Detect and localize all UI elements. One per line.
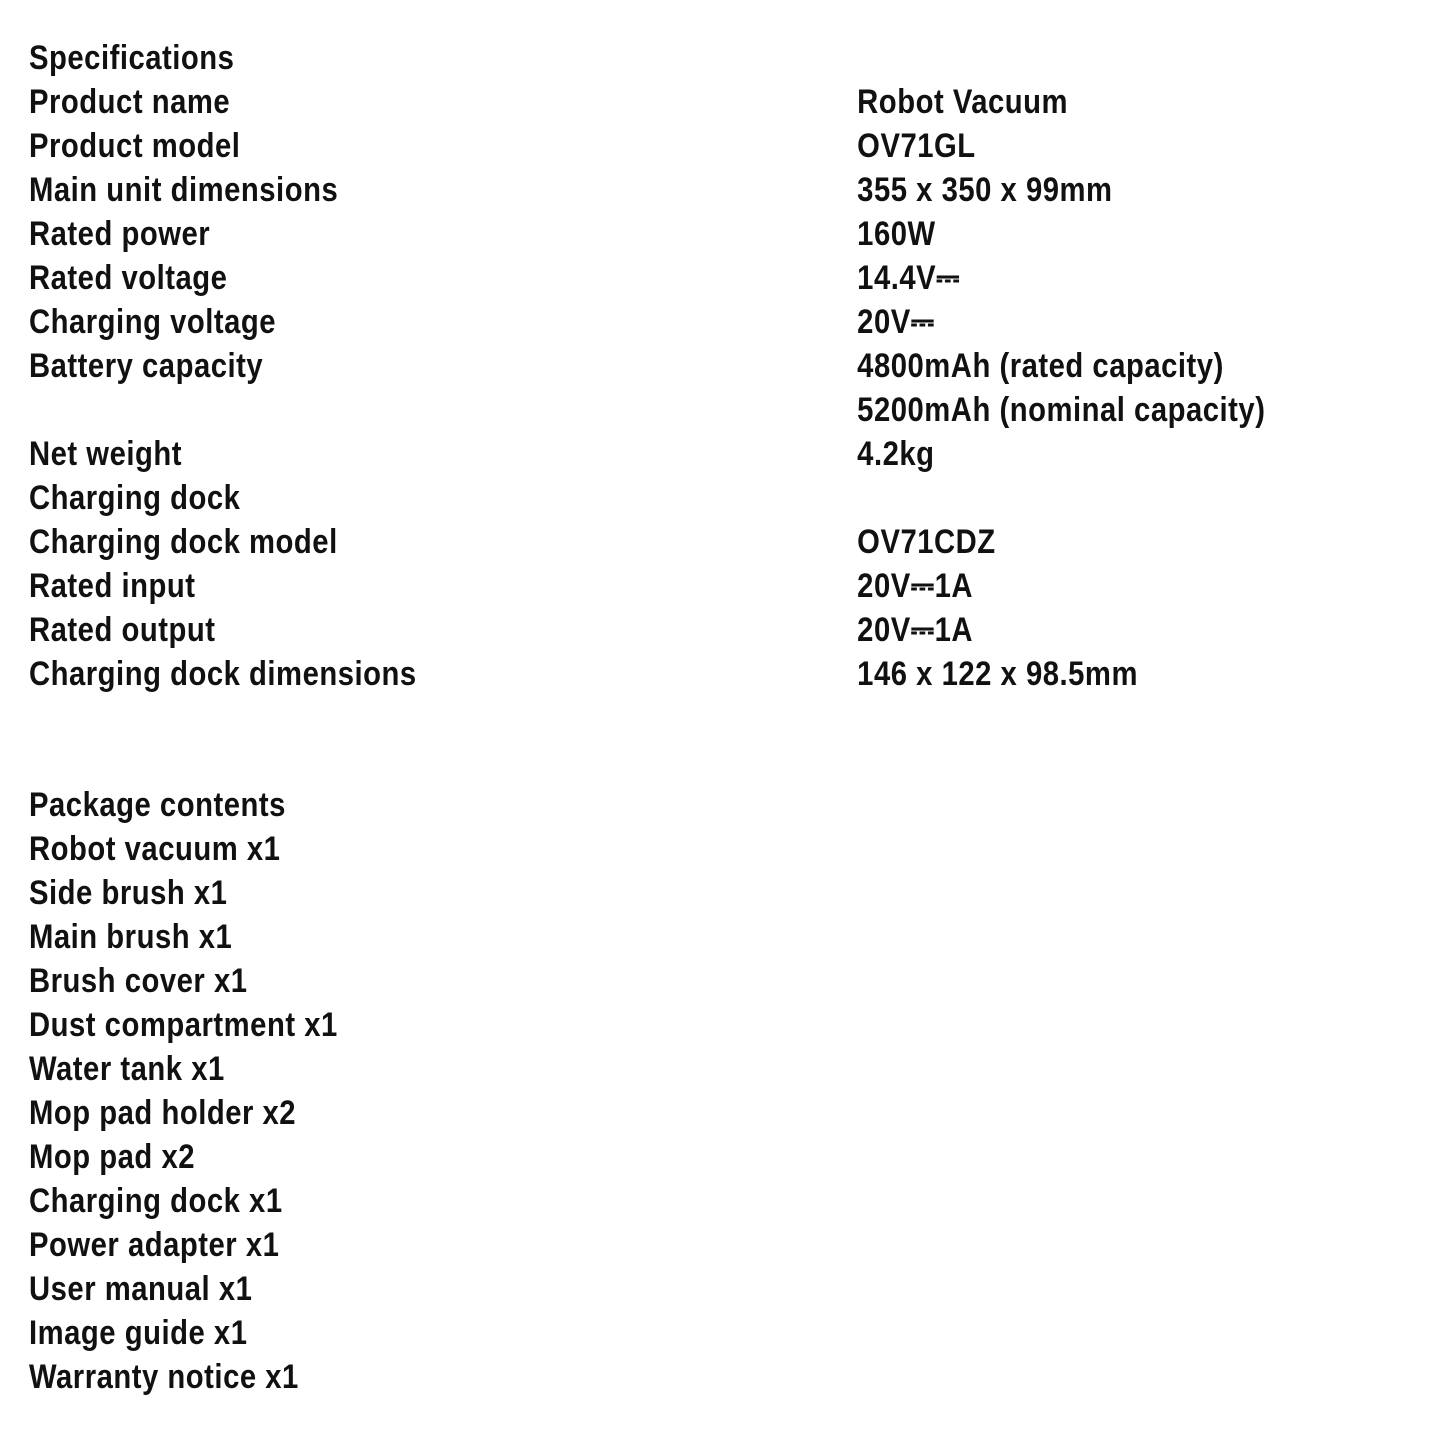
list-item: Image guide x1	[29, 1314, 248, 1352]
list-item: Robot vacuum x1	[29, 830, 281, 868]
list-item: Water tank x1	[29, 1050, 225, 1088]
spec-row-charging-voltage	[29, 300, 1216, 344]
spec-label: Rated power	[29, 215, 211, 253]
spec-label: Charging dock dimensions	[29, 655, 417, 693]
spec-label: Rated output	[29, 611, 216, 649]
spec-label: Rated input	[29, 567, 196, 605]
spec-row-battery-capacity-nominal	[29, 388, 1266, 432]
spec-value: 4800mAh (rated capacity)	[857, 347, 1224, 385]
spec-value: 20V⎓1A	[857, 567, 974, 605]
spec-value: Robot Vacuum	[857, 83, 1069, 121]
spec-row-rated-input	[29, 564, 1216, 608]
spec-row-rated-voltage	[29, 256, 1216, 300]
section-divider-space	[29, 696, 1216, 783]
spec-row-charging-dock-dimensions	[29, 652, 1216, 696]
spec-value: OV71GL	[857, 127, 976, 165]
spec-value: 4.2kg	[857, 435, 935, 473]
specifications-heading: Specifications	[29, 39, 235, 77]
list-item: Charging dock x1	[29, 1182, 283, 1220]
spec-row-net-weight	[29, 432, 1216, 476]
spec-row-rated-power	[29, 212, 1216, 256]
spec-label: Battery capacity	[29, 347, 264, 385]
spec-value: 355 x 350 x 99mm	[857, 171, 1113, 209]
list-item: Brush cover x1	[29, 962, 248, 1000]
specifications-heading-row	[29, 36, 1216, 80]
list-item: Dust compartment x1	[29, 1006, 338, 1044]
spec-label: Charging dock	[29, 479, 241, 517]
list-item: Mop pad x2	[29, 1138, 196, 1176]
spec-row-charging-dock-model	[29, 520, 1216, 564]
spec-value: 14.4V⎓	[857, 259, 961, 297]
document	[29, 36, 1266, 1399]
specifications-section	[29, 36, 1266, 696]
list-item: Mop pad holder x2	[29, 1094, 297, 1132]
package-contents-heading: Package contents	[29, 786, 286, 824]
list-item: Side brush x1	[29, 874, 228, 912]
spec-row-product-name	[29, 80, 1216, 124]
spec-row-rated-output	[29, 608, 1216, 652]
spec-row-charging-dock	[29, 476, 1216, 520]
spec-label: Product model	[29, 127, 241, 165]
spec-value: OV71CDZ	[857, 523, 996, 561]
spec-label: Product name	[29, 83, 231, 121]
spec-row-main-unit-dimensions	[29, 168, 1216, 212]
spec-value: 20V⎓1A	[857, 611, 974, 649]
spec-row-product-model	[29, 124, 1216, 168]
spec-value: 20V⎓	[857, 303, 935, 341]
spec-label: Net weight	[29, 435, 182, 473]
list-item: Warranty notice x1	[29, 1358, 299, 1396]
spec-label: Charging voltage	[29, 303, 277, 341]
list-item: Power adapter x1	[29, 1226, 280, 1264]
spec-value: 146 x 122 x 98.5mm	[857, 655, 1138, 693]
spec-value: 160W	[857, 215, 936, 253]
spec-value: 5200mAh (nominal capacity)	[857, 391, 1266, 429]
spec-label: Charging dock model	[29, 523, 338, 561]
list-item: Main brush x1	[29, 918, 233, 956]
spec-label: Rated voltage	[29, 259, 228, 297]
spec-row-battery-capacity	[29, 344, 1224, 388]
package-contents-section	[29, 783, 1216, 1399]
spec-label: Main unit dimensions	[29, 171, 339, 209]
list-item: User manual x1	[29, 1270, 253, 1308]
